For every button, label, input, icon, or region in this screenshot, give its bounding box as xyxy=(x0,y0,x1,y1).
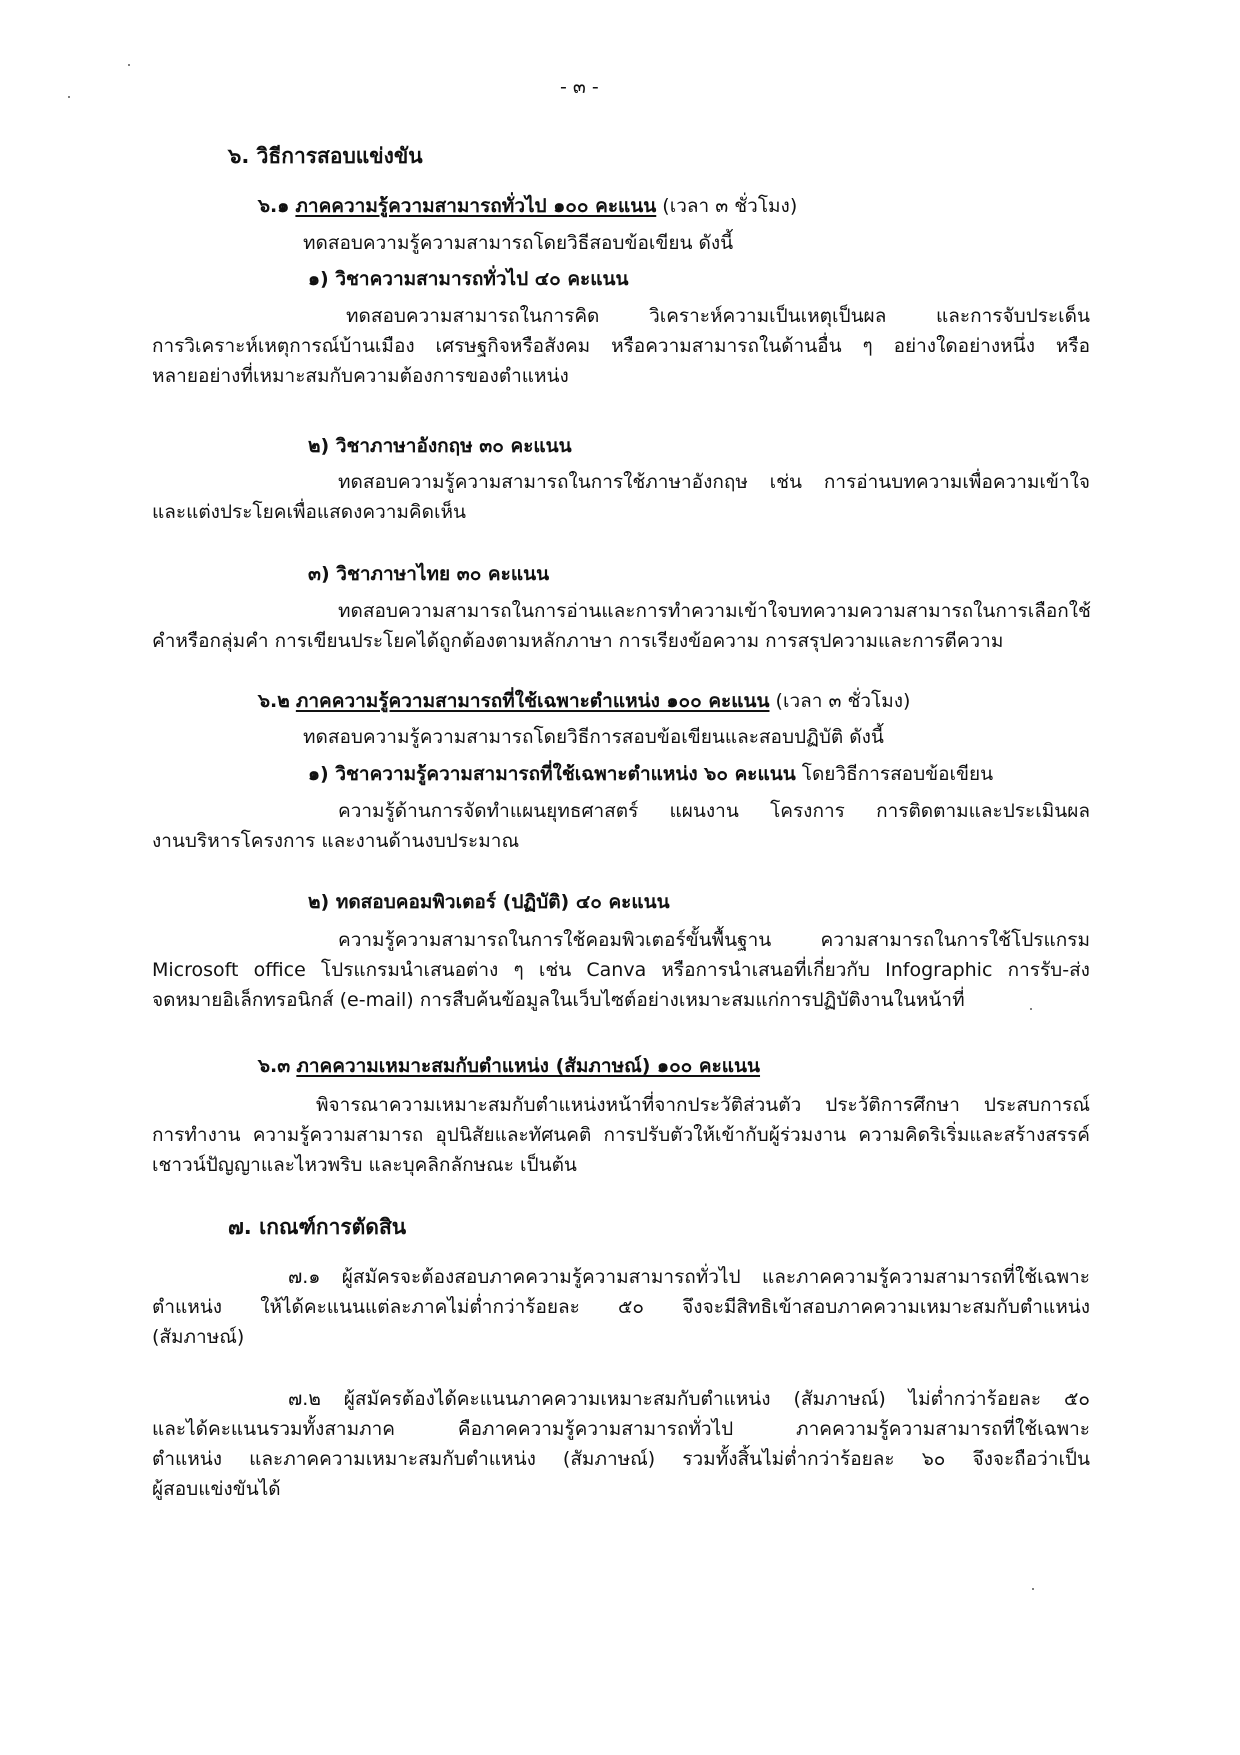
word: เช่น xyxy=(769,471,803,493)
paragraph-line xyxy=(152,985,1090,1015)
paragraph-line xyxy=(152,826,1090,856)
word: จึงจะถือว่าเป็น xyxy=(972,1448,1090,1470)
paragraph-line xyxy=(152,626,1090,656)
subject-position-title: ๑) วิชาความรู้ความสามารถที่ใช้เฉพาะตำแหน่ง ๖๐ คะแนน xyxy=(308,763,796,785)
paragraph-line xyxy=(152,301,1090,331)
page-number: - ๓ - xyxy=(560,76,599,98)
paragraph-line xyxy=(152,1120,1090,1150)
word: ๆ xyxy=(862,335,873,357)
word: (สัมภาษณ์) xyxy=(793,1388,886,1410)
word: เช่น xyxy=(538,959,572,981)
section-6-3-title-line xyxy=(258,1051,760,1081)
section-6-2-intro: ทดสอบความรู้ความสามารถโดยวิธีการสอบข้อเขียนและสอบปฏิบัติ ดังนี้ xyxy=(303,726,884,748)
line-text: (สัมภาษณ์) xyxy=(152,1326,245,1348)
word: ความสามารถในการเลือกใช้ xyxy=(859,600,1091,622)
word: และการจับประเด็น xyxy=(936,305,1090,327)
word: และภาคความเหมาะสมกับตำแหน่ง xyxy=(249,1448,536,1470)
word: คือภาคความรู้ความสามารถทั่วไป xyxy=(457,1418,734,1440)
word: ไม่ต่ำกว่าร้อยละ xyxy=(908,1388,1042,1410)
paragraph-line xyxy=(152,1090,1090,1120)
word: ความรู้ความสามารถในการใช้คอมพิวเตอร์ขั้นพื้นฐาน xyxy=(338,929,772,951)
section-7-heading: ๗. เกณฑ์การตัดสิน xyxy=(228,1215,407,1239)
word: ประวัติการศึกษา xyxy=(825,1094,960,1116)
word: ๕๐ xyxy=(618,1296,645,1318)
line-text: หลายอย่างที่เหมาะสมกับความต้องการของตำแหน่ง xyxy=(152,365,569,387)
section-6-heading: ๖. วิธีการสอบแข่งขัน xyxy=(228,144,423,168)
line-text: งานบริหารโครงการ และงานด้านงบประมาณ xyxy=(152,830,520,852)
paragraph-line xyxy=(152,1262,1090,1292)
criteria-7-1 xyxy=(152,1262,1090,1352)
section-6-3-desc xyxy=(152,1090,1090,1180)
line-text: ผู้สอบแข่งขันได้ xyxy=(152,1478,281,1500)
scan-speck xyxy=(1032,1588,1034,1590)
paragraph-line xyxy=(152,1474,1090,1504)
section-6-1-intro: ทดสอบความรู้ความสามารถโดยวิธีสอบข้อเขียน ดังนี้ xyxy=(303,232,734,254)
line-text: เชาวน์ปัญญาและไหวพริบ และบุคลิกลักษณะ เป็นต้น xyxy=(152,1154,577,1176)
paragraph-line xyxy=(152,955,1090,985)
subject-general-ability-title: ๑) วิชาความสามารถทั่วไป ๔๐ คะแนน xyxy=(308,268,629,290)
section-6-2-time: (เวลา ๓ ชั่วโมง) xyxy=(775,690,911,712)
subject-position-title-line xyxy=(308,759,993,789)
word: หรือการนำเสนอที่เกี่ยวกับ xyxy=(661,959,870,981)
paragraph-line xyxy=(152,1384,1090,1414)
subject-english-title: ๒) วิชาภาษาอังกฤษ ๓๐ คะแนน xyxy=(308,435,572,457)
word: Canva xyxy=(586,959,647,981)
word: รวมทั้งสิ้นไม่ต่ำกว่าร้อยละ xyxy=(682,1448,895,1470)
word: การทำงาน xyxy=(152,1124,241,1146)
word: Microsoft xyxy=(152,959,239,981)
section-6-1-title-line xyxy=(258,191,797,221)
word: ๕๐ xyxy=(1063,1388,1090,1410)
scan-speck xyxy=(68,96,70,98)
section-6-1-number: ๖.๑ xyxy=(258,195,290,217)
paragraph-line xyxy=(152,1322,1090,1352)
word: โปรแกรมนำเสนอต่าง xyxy=(320,959,499,981)
word: ผู้สมัครต้องได้คะแนนภาคความเหมาะสมกับตำแหน่ง xyxy=(343,1388,771,1410)
section-6-2-number: ๖.๒ xyxy=(258,690,290,712)
word: วิเคราะห์ความเป็นเหตุเป็นผล xyxy=(649,305,887,327)
paragraph-line xyxy=(152,596,1090,626)
word: Infographic xyxy=(885,959,993,981)
word: ทดสอบความสามารถในการอ่านและการทำความเข้าใจบทความ xyxy=(338,600,860,622)
word: จึงจะมีสิทธิเข้าสอบภาคความเหมาะสมกับตำแหน่ง xyxy=(682,1296,1090,1318)
word: ทดสอบความรู้ความสามารถในการใช้ภาษาอังกฤษ xyxy=(338,471,748,493)
paragraph-line xyxy=(152,1414,1090,1444)
word: ให้ได้คะแนนแต่ละภาคไม่ต่ำกว่าร้อยละ xyxy=(260,1296,580,1318)
word: ประสบการณ์ xyxy=(983,1094,1090,1116)
word: ๖๐ xyxy=(921,1448,946,1470)
subject-english-desc xyxy=(152,467,1090,527)
word: การอ่านบทความเพื่อความเข้าใจ xyxy=(823,471,1090,493)
word: หรือ xyxy=(1055,335,1090,357)
word: ๗.๒ xyxy=(288,1388,321,1410)
section-6-3-number: ๖.๓ xyxy=(258,1055,291,1077)
section-6-3-title: ภาคความเหมาะสมกับตำแหน่ง (สัมภาษณ์) ๑๐๐ คะแนน xyxy=(296,1055,761,1077)
criteria-7-2 xyxy=(152,1384,1090,1504)
subject-general-ability-desc xyxy=(152,301,1090,391)
section-6-2-title: ภาคความรู้ความสามารถที่ใช้เฉพาะตำแหน่ง ๑๐๐ คะแนน xyxy=(295,690,770,712)
word: ความรู้ด้านการจัดทำแผนยุทธศาสตร์ xyxy=(338,800,639,822)
paragraph-line xyxy=(152,1444,1090,1474)
word: (สัมภาษณ์) xyxy=(562,1448,656,1470)
line-text: จดหมายอิเล็กทรอนิกส์ (e-mail) การสืบค้นข้อมูลในเว็บไซต์อย่างเหมาะสมแก่การปฏิบัติงานในหน้าที่ xyxy=(152,989,965,1011)
paragraph-line xyxy=(152,1150,1090,1180)
line-text: คำหรือกลุ่มคำ การเขียนประโยคได้ถูกต้องตามหลักภาษา การเรียงข้อความ การสรุปความและการตีความ xyxy=(152,630,1004,652)
word: ความคิดริเริ่มและสร้างสรรค์ xyxy=(858,1124,1090,1146)
word: ทดสอบความสามารถในการคิด xyxy=(346,305,600,327)
word: ๆ xyxy=(513,959,524,981)
word: ผู้สมัครจะต้องสอบภาคความรู้ความสามารถทั่วไป xyxy=(341,1266,741,1288)
word: ตำแหน่ง xyxy=(152,1448,223,1470)
subject-thai-desc xyxy=(152,596,1090,656)
word: อุปนิสัยและทัศนคติ xyxy=(435,1124,592,1146)
word: และภาคความรู้ความสามารถที่ใช้เฉพาะ xyxy=(761,1266,1090,1288)
word: เศรษฐกิจหรือสังคม xyxy=(435,335,591,357)
word: การรับ-ส่ง xyxy=(1007,959,1090,981)
paragraph-line xyxy=(152,467,1090,497)
word: อย่างใดอย่างหนึ่ง xyxy=(893,335,1035,357)
word: ความสามารถในการใช้โปรแกรม xyxy=(820,929,1090,951)
subject-thai-title: ๓) วิชาภาษาไทย ๓๐ คะแนน xyxy=(308,563,550,585)
subject-computer-title: ๒) ทดสอบคอมพิวเตอร์ (ปฏิบัติ) ๔๐ คะแนน xyxy=(308,891,670,913)
word: การวิเคราะห์เหตุการณ์บ้านเมือง xyxy=(152,335,415,357)
section-6-1-time: (เวลา ๓ ชั่วโมง) xyxy=(662,195,798,217)
word: และได้คะแนนรวมทั้งสามภาค xyxy=(152,1418,396,1440)
paragraph-line xyxy=(152,796,1090,826)
subject-position-desc xyxy=(152,796,1090,856)
word: แผนงาน xyxy=(669,800,739,822)
section-6-2-title-line xyxy=(258,686,910,716)
word: การปรับตัวให้เข้ากับผู้ร่วมงาน xyxy=(603,1124,847,1146)
subject-computer-desc xyxy=(152,925,1090,1015)
paragraph-line xyxy=(152,497,1090,527)
word: การติดตามและประเมินผล xyxy=(876,800,1090,822)
word: ๗.๑ xyxy=(288,1266,321,1288)
paragraph-line xyxy=(152,361,1090,391)
paragraph-line xyxy=(152,1292,1090,1322)
word: โครงการ xyxy=(770,800,845,822)
word: ความรู้ความสามารถ xyxy=(252,1124,424,1146)
paragraph-line xyxy=(152,925,1090,955)
word: ภาคความรู้ความสามารถที่ใช้เฉพาะ xyxy=(796,1418,1090,1440)
section-6-1-title: ภาคความรู้ความสามารถทั่วไป ๑๐๐ คะแนน xyxy=(295,195,657,217)
paragraph-line xyxy=(152,331,1090,361)
word: office xyxy=(253,959,306,981)
line-text: และแต่งประโยคเพื่อแสดงความคิดเห็น xyxy=(152,501,466,523)
word: ตำแหน่ง xyxy=(152,1296,223,1318)
word: หรือความสามารถในด้านอื่น xyxy=(611,335,842,357)
subject-position-title-suffix: โดยวิธีการสอบข้อเขียน xyxy=(801,763,994,785)
scan-speck xyxy=(128,64,130,66)
word: พิจารณาความเหมาะสมกับตำแหน่งหน้าที่จากประวัติส่วนตัว xyxy=(316,1094,802,1116)
